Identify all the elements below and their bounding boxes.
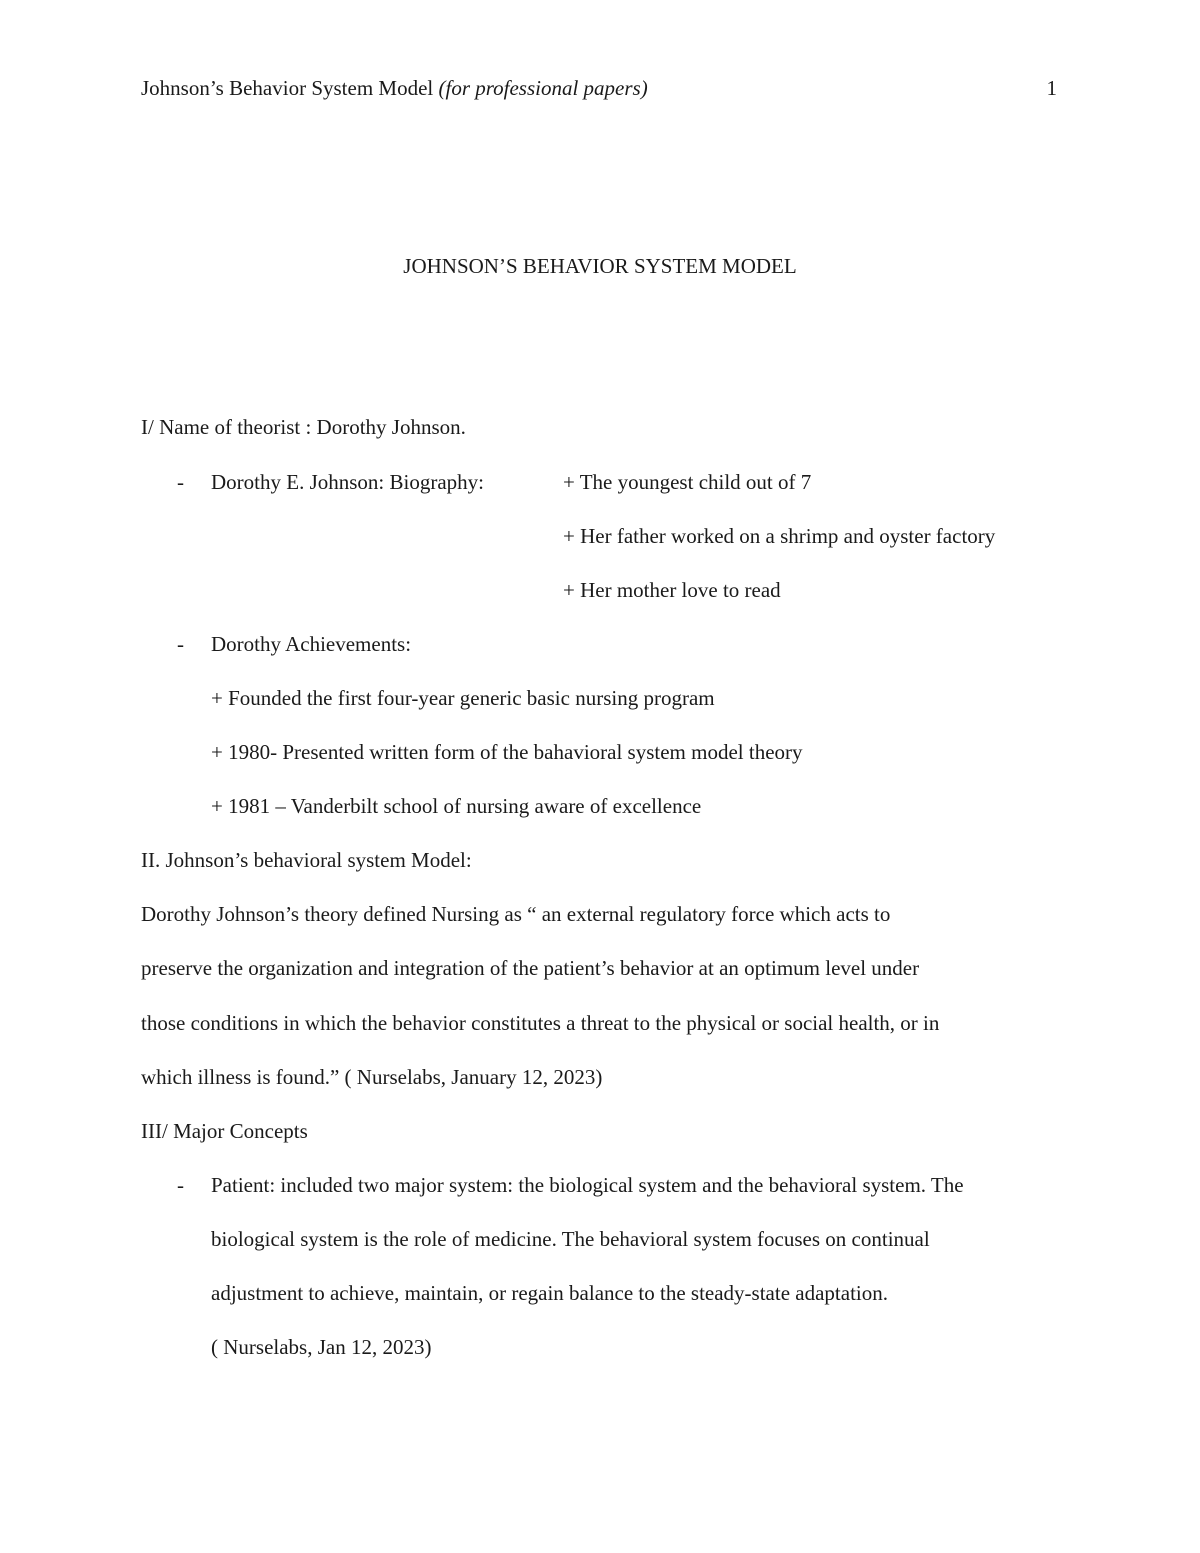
running-header-italic: (for professional papers) <box>438 76 648 100</box>
paragraph-line: which illness is found.” ( Nurselabs, January 12, 2023) <box>141 1065 603 1089</box>
achievement-item: + 1980- Presented written form of the bahavioral system model theory <box>211 740 803 764</box>
paragraph-line: those conditions in which the behavior constitutes a threat to the physical or social health, or in <box>141 1011 940 1035</box>
patient-bullet: - <box>177 1173 184 1197</box>
running-header-title: Johnson’s Behavior System Model <box>141 76 434 100</box>
biography-item: + Her father worked on a shrimp and oyster factory <box>563 524 996 548</box>
document-title: JOHNSON’S BEHAVIOR SYSTEM MODEL <box>403 254 797 278</box>
section3-heading: III/ Major Concepts <box>141 1119 308 1143</box>
paragraph-line: preserve the organization and integration of the patient’s behavior at an optimum level under <box>141 956 920 980</box>
achievement-item: + 1981 – Vanderbilt school of nursing aware of excellence <box>211 794 702 818</box>
patient-citation: ( Nurselabs, Jan 12, 2023) <box>211 1335 432 1359</box>
biography-label: Dorothy E. Johnson: Biography: <box>211 470 484 494</box>
section1-heading: I/ Name of theorist : Dorothy Johnson. <box>141 415 466 439</box>
biography-item: + Her mother love to read <box>563 578 781 602</box>
achievements-bullet: - <box>177 632 184 656</box>
achievements-label: Dorothy Achievements: <box>211 632 412 656</box>
biography-bullet: - <box>177 470 184 494</box>
patient-line: Patient: included two major system: the biological system and the behavioral system. The <box>211 1173 964 1197</box>
patient-line: biological system is the role of medicine. The behavioral system focuses on continual <box>211 1227 930 1251</box>
section2-heading: II. Johnson’s behavioral system Model: <box>141 848 472 872</box>
page-number: 1 <box>1046 76 1057 100</box>
biography-item: + The youngest child out of 7 <box>563 470 812 494</box>
running-header <box>141 78 648 99</box>
patient-line: adjustment to achieve, maintain, or regain balance to the steady-state adaptation. <box>211 1281 888 1305</box>
paragraph-line: Dorothy Johnson’s theory defined Nursing as “ an external regulatory force which acts to <box>141 902 891 926</box>
achievement-item: + Founded the first four-year generic basic nursing program <box>211 686 715 710</box>
